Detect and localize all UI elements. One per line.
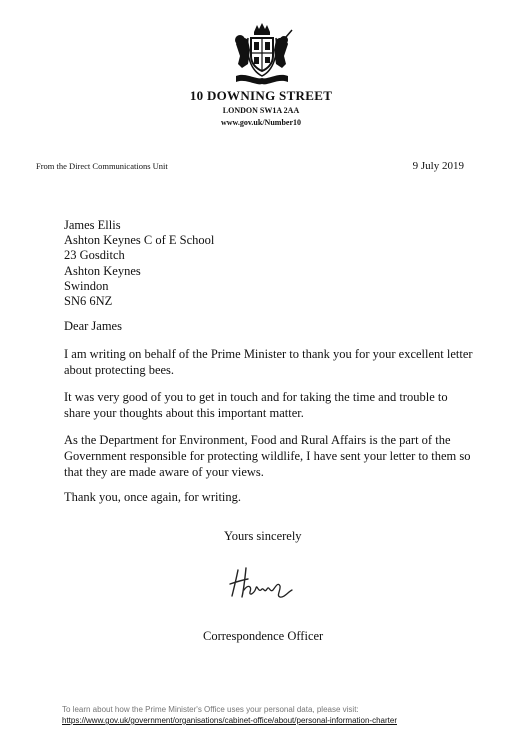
closing: Yours sincerely — [224, 529, 302, 543]
recipient-address — [64, 218, 214, 309]
privacy-link[interactable]: https://www.gov.uk/government/organisations/cabinet-office/about/personal-information-charter — [62, 716, 397, 725]
recipient-line: Swindon — [64, 278, 109, 293]
letter-date: 9 July 2019 — [412, 160, 464, 172]
body-paragraph: I am writing on behalf of the Prime Minister to thank you for your excellent letter about protecting bees. — [64, 347, 473, 377]
letterhead-website: www.gov.uk/Number10 — [220, 118, 301, 127]
handwritten-signature — [226, 562, 298, 602]
body-paragraph: It was very good of you to get in touch and for taking the time and trouble to share your thoughts about this important matter. — [64, 390, 448, 420]
recipient-line: 23 Gosditch — [64, 248, 125, 263]
letterhead-title: 10 DOWNING STREET — [189, 88, 333, 103]
recipient-line: SN6 6NZ — [64, 294, 113, 309]
signer-title: Correspondence Officer — [203, 629, 324, 643]
body-paragraph: As the Department for Environment, Food and Rural Affairs is the part of the Government responsible for protecting wildlife, I have sent your letter to them so that they are made aware of your views. — [64, 433, 471, 479]
recipient-line: James Ellis — [64, 218, 121, 232]
royal-coat-of-arms-icon — [228, 20, 296, 88]
salutation: Dear James — [64, 319, 122, 333]
sender-unit: From the Direct Communications Unit — [36, 161, 168, 171]
recipient-line: Ashton Keynes C of E School — [64, 233, 215, 248]
letterhead-address: LONDON SW1A 2AA — [222, 106, 300, 115]
body-paragraph: Thank you, once again, for writing. — [64, 490, 242, 504]
privacy-note: To learn about how the Prime Minister's Office uses your personal data, please visit: — [62, 705, 359, 714]
recipient-line: Ashton Keynes — [64, 263, 141, 278]
